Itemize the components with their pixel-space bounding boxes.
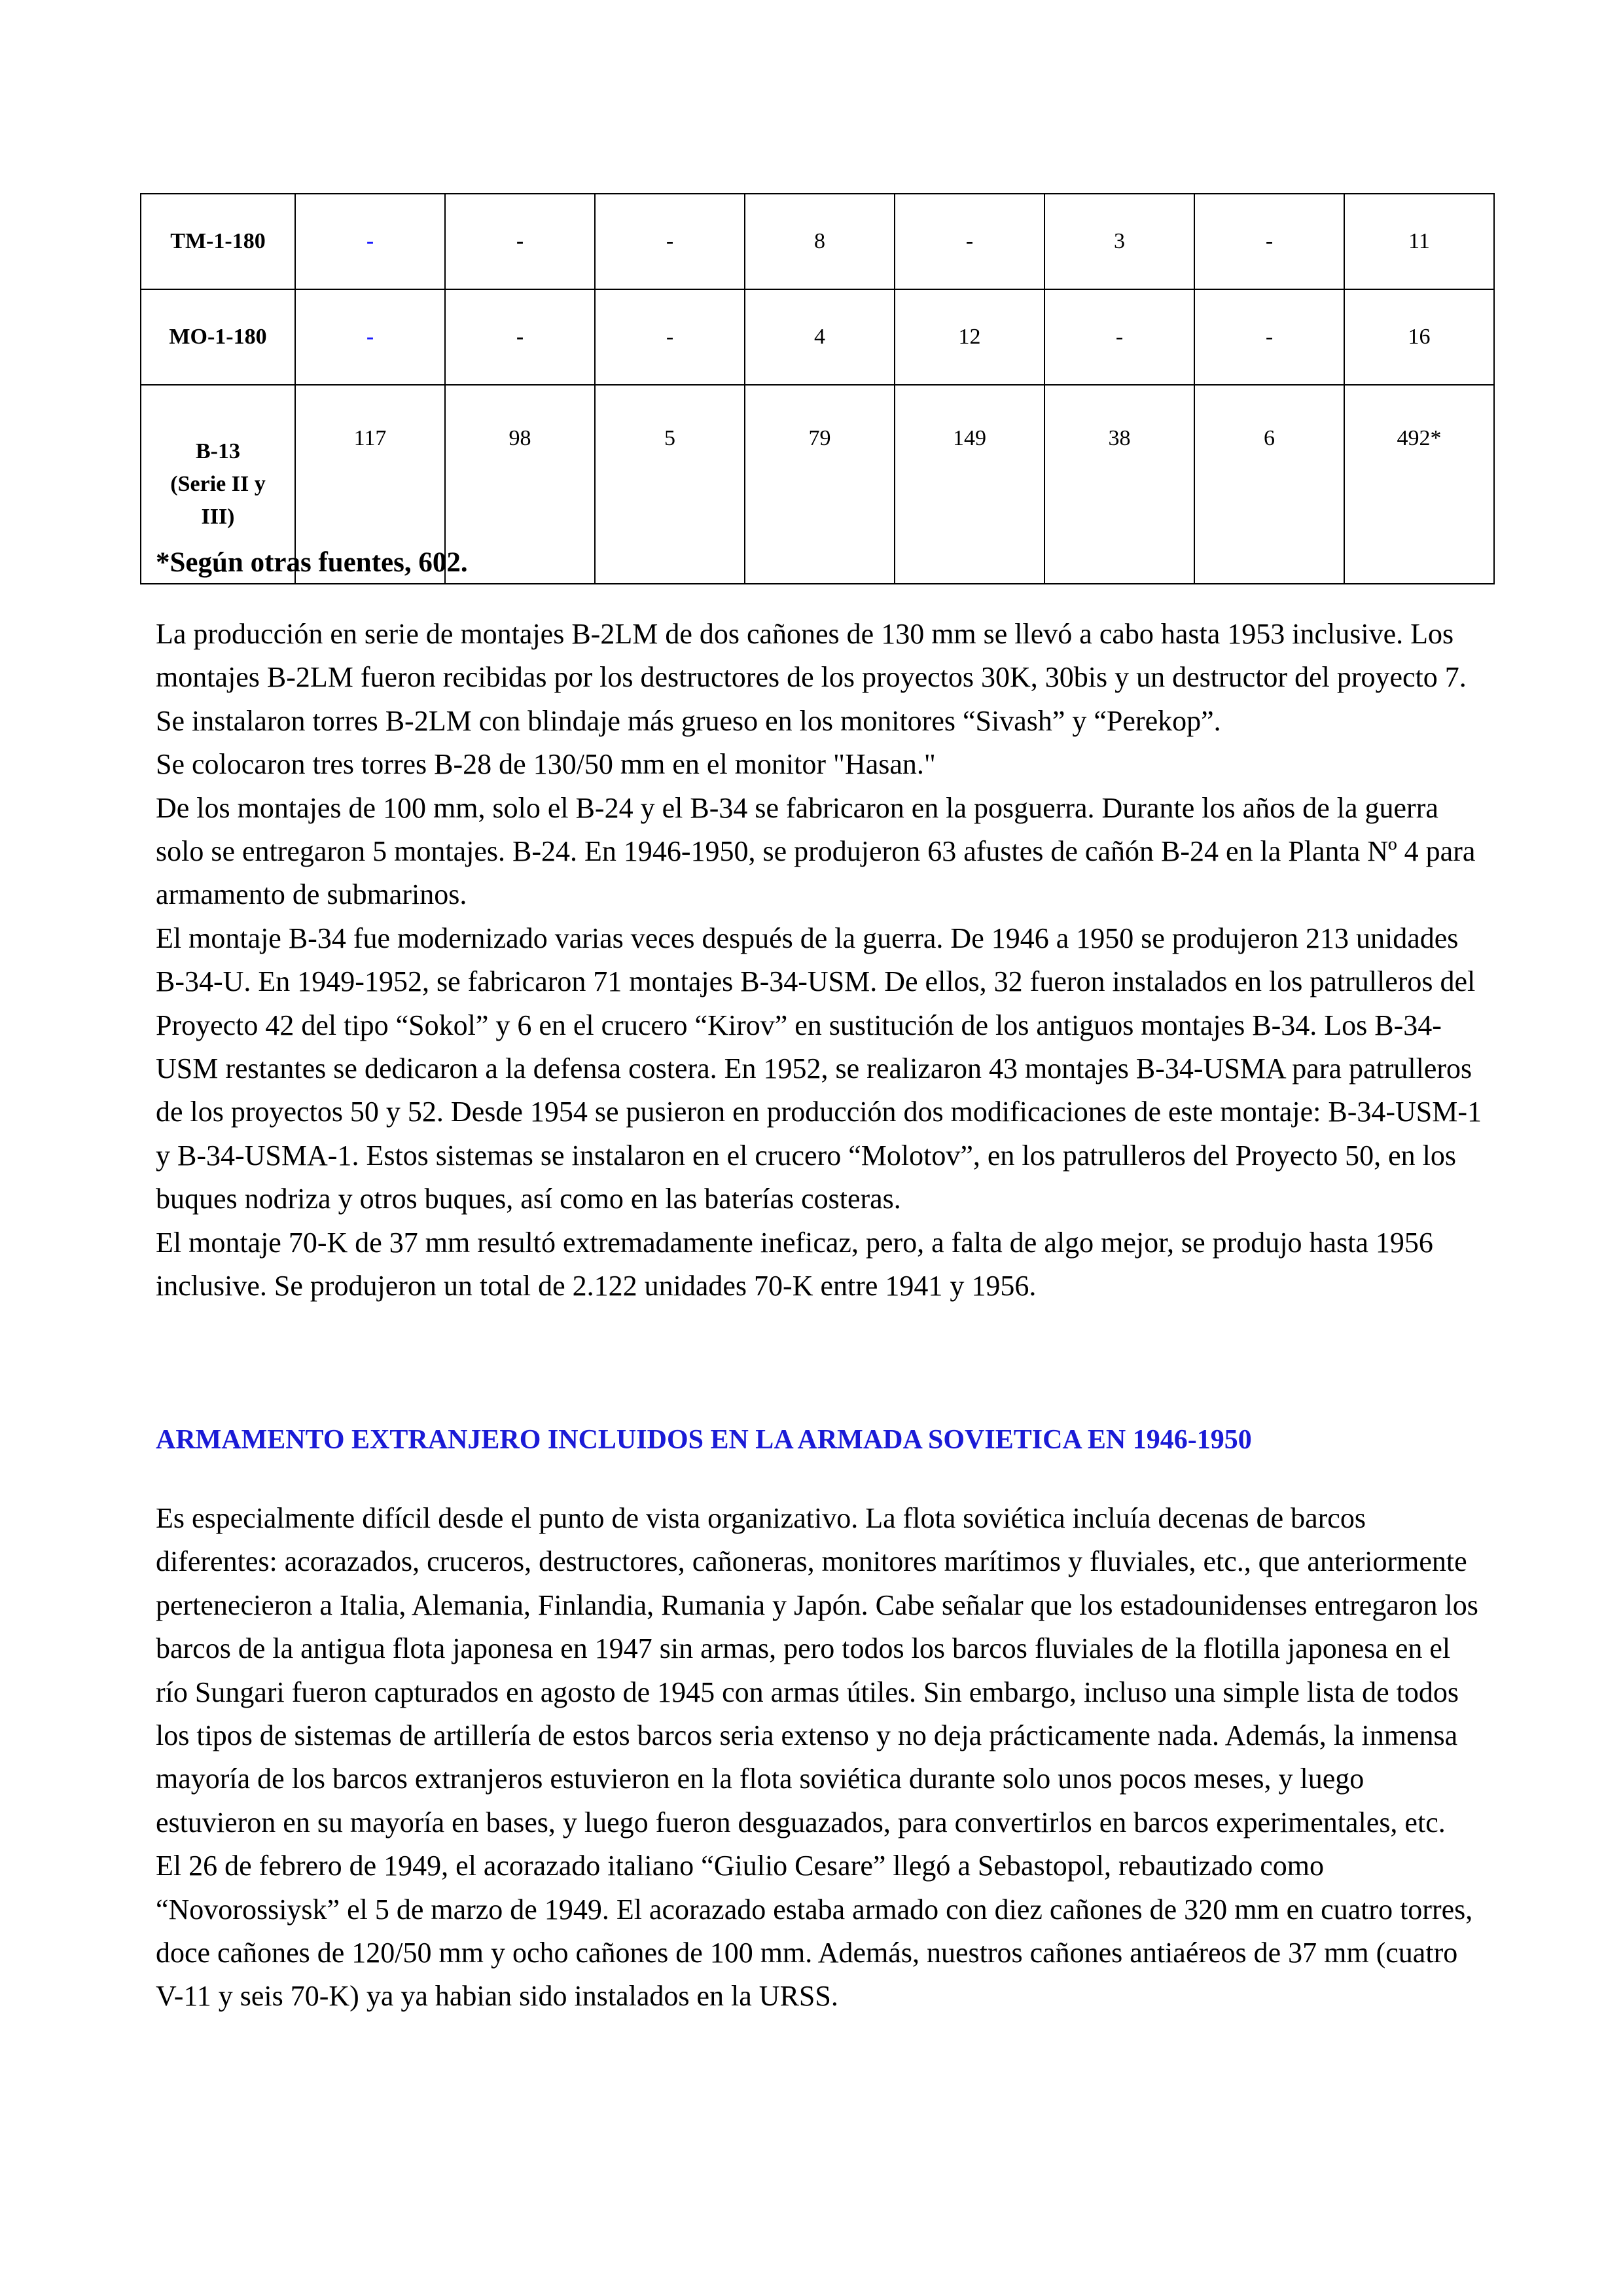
table-cell: 79 (745, 385, 895, 584)
table-cell: - (445, 289, 595, 385)
paragraph: El 26 de febrero de 1949, el acorazado italiano “Giulio Cesare” llegó a Sebastopol, rebautizado como “Novorossiysk” el 5 de marzo de 1949. El acorazado estaba armado con diez cañones de 320 mm en cuatro torres, doce cañones de 120/50 mm y ocho cañones de 100 mm. Además, nuestros cañones antiaéreos de 37 mm (cuatro V-11 y seis 70-K) ya ya habian sido instalados en la URSS. (156, 1850, 1473, 2013)
table-cell: 4 (745, 289, 895, 385)
production-table (140, 193, 1495, 584)
table-cell: 149 (895, 385, 1044, 584)
table-cell: 6 (1194, 385, 1344, 584)
table-cell: - (295, 289, 445, 385)
row-label-line: B-13 (196, 439, 240, 463)
table-cell-total: 11 (1344, 194, 1494, 289)
table-cell: - (595, 289, 745, 385)
table-cell: 98 (445, 385, 595, 584)
table-cell: - (1194, 289, 1344, 385)
paragraph: El montaje 70-K de 37 mm resultó extremadamente ineficaz, pero, a falta de algo mejor, se produjo hasta 1956 inclusive. Se produjeron un total de 2.122 unidades 70-K entre 1941 y 1956. (156, 1226, 1433, 1302)
row-label-line: III) (201, 505, 235, 529)
table-cell: - (595, 194, 745, 289)
row-label-mo-1-180: MO-1-180 (141, 289, 295, 385)
row-label-line: (Serie II y (170, 472, 266, 496)
paragraph: Es especialmente difícil desde el punto de vista organizativo. La flota soviética incluía decenas de barcos diferentes: acorazados, cruceros, destructores, cañoneras, monitores marítimos y fluviales, etc., que anteriormente pertenecieron a Italia, Alemania, Finlandia, Rumania y Japón. Cabe señalar que los estadounidenses entregaron los barcos de la antigua flota japonesa en 1947 sin armas, pero todos los barcos fluviales de la flotilla japonesa en el río Sungari fueron capturados en agosto de 1945 con armas útiles. Sin embargo, incluso una simple lista de todos los tipos de sistemas de artillería de estos barcos seria extenso y no deja prácticamente nada. Además, la inmensa mayoría de los barcos extranjeros estuvieron en la flota soviética durante solo unos pocos meses, y luego estuvieron en su mayoría en bases, y luego fueron desguazados, para convertirlos en barcos experimentales, etc. (156, 1502, 1478, 1839)
paragraph: La producción en serie de montajes B-2LM de dos cañones de 130 mm se llevó a cabo hasta 1953 inclusive. Los montajes B-2LM fueron recibidas por los destructores de los proyectos 30K, 30bis y un destructor del proyecto 7. Se instalaron torres B-2LM con blindaje más grueso en los monitores “Sivash” y “Perekop”. (156, 618, 1467, 737)
table-cell: 38 (1044, 385, 1194, 584)
table-cell: 12 (895, 289, 1044, 385)
body-text-section-2 (156, 1497, 1484, 2018)
table-cell: - (895, 194, 1044, 289)
row-label-tm-1-180: TM-1-180 (141, 194, 295, 289)
table-cell-total: 16 (1344, 289, 1494, 385)
table-cell: 117 (295, 385, 445, 584)
section-heading: ARMAMENTO EXTRANJERO INCLUIDOS EN LA ARMADA SOVIETICA EN 1946-1950 (156, 1425, 1252, 1455)
table-footnote: *Según otras fuentes, 602. (156, 547, 468, 578)
table-cell: - (1044, 289, 1194, 385)
table-cell: - (295, 194, 445, 289)
paragraph: Se colocaron tres torres B-28 de 130/50 mm en el monitor "Hasan." (156, 748, 936, 781)
table-row (141, 289, 1494, 385)
table-cell-total: 492* (1344, 385, 1494, 584)
paragraph: El montaje B-34 fue modernizado varias veces después de la guerra. De 1946 a 1950 se produjeron 213 unidades B-34-U. En 1949-1952, se fabricaron 71 montajes B-34-USM. De ellos, 32 fueron instalados en los patrulleros del Proyecto 42 del tipo “Sokol” y 6 en el crucero “Kirov” en sustitución de los antiguos montajes B-34. Los B-34-USM restantes se dedicaron a la defensa costera. En 1952, se realizaron 43 montajes B-34-USMA para patrulleros de los proyectos 50 y 52. Desde 1954 se pusieron en producción dos modificaciones de este montaje: B-34-USM-1 y B-34-USMA-1. Estos sistemas se instalaron en el crucero “Molotov”, en los patrulleros del Proyecto 50, en los buques nodriza y otros buques, así como en las baterías costeras. (156, 922, 1482, 1215)
body-text-section-1 (156, 613, 1484, 1308)
table-cell: - (1194, 194, 1344, 289)
paragraph: De los montajes de 100 mm, solo el B-24 y el B-34 se fabricaron en la posguerra. Durante los años de la guerra solo se entregaron 5 montajes. B-24. En 1946-1950, se produjeron 63 afustes de cañón B-24 en la Planta Nº 4 para armamento de submarinos. (156, 791, 1476, 911)
table-cell: 8 (745, 194, 895, 289)
table-row (141, 194, 1494, 289)
table-cell: 5 (595, 385, 745, 584)
table-cell: - (445, 194, 595, 289)
table-cell: 3 (1044, 194, 1194, 289)
